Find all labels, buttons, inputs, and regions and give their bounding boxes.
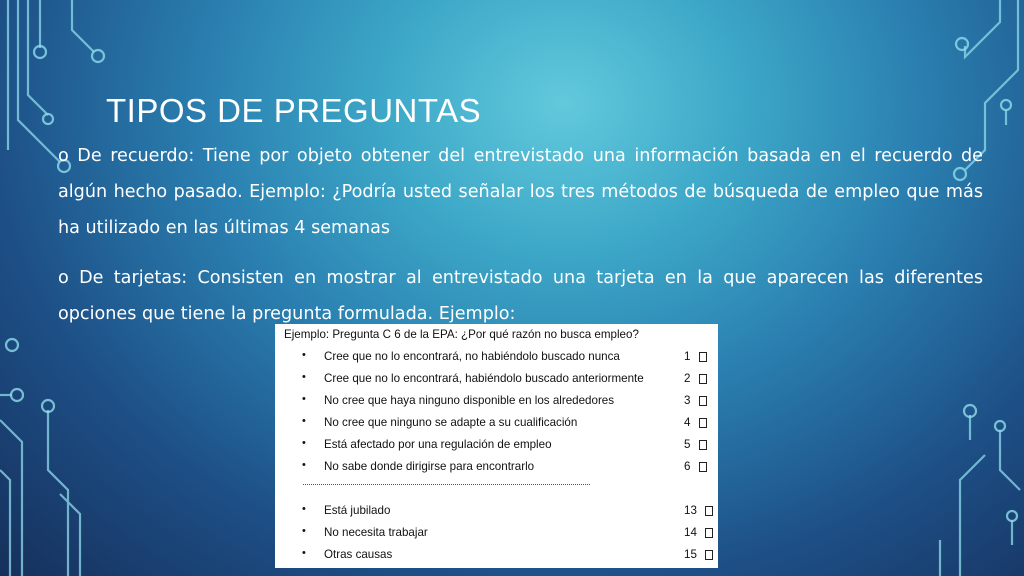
- checkbox-icon: [699, 352, 707, 362]
- option-label: Está afectado por una regulación de empleo: [324, 438, 552, 451]
- paragraph-tarjetas: o De tarjetas: Consisten en mostrar al entrevistado una tarjeta en la que aparecen las diferentes opciones que tiene la pregunta formulada. Ejemplo:: [58, 268, 983, 324]
- option-row: [275, 523, 718, 545]
- option-code: 5: [684, 438, 691, 451]
- option-code: 13: [684, 504, 697, 517]
- option-label: Cree que no lo encontrará, no habiéndolo buscado nunca: [324, 350, 620, 363]
- option-code: 2: [684, 372, 691, 385]
- dotted-separator: [303, 484, 590, 486]
- option-code: 3: [684, 394, 691, 407]
- option-row: [275, 369, 718, 391]
- bullet-icon: •: [302, 459, 306, 471]
- checkbox-icon: [699, 440, 707, 450]
- bullet-icon: •: [302, 525, 306, 537]
- option-label: Otras causas: [324, 548, 393, 561]
- option-row: [275, 347, 718, 369]
- option-row: [275, 457, 718, 479]
- bullet-icon: •: [302, 349, 306, 361]
- bullet-icon: •: [302, 371, 306, 383]
- bullet-icon: •: [302, 547, 306, 559]
- slide-title: TIPOS DE PREGUNTAS: [106, 92, 482, 129]
- option-row: [275, 413, 718, 435]
- option-code: 6: [684, 460, 691, 473]
- bullet-icon: •: [302, 393, 306, 405]
- bullet-icon: •: [302, 415, 306, 427]
- option-code: 1: [684, 350, 691, 363]
- example-header: Ejemplo: Pregunta C 6 de la EPA: ¿Por qué razón no busca empleo?: [284, 328, 639, 341]
- example-question-image: [275, 324, 718, 568]
- option-row: [275, 435, 718, 457]
- checkbox-icon: [699, 462, 707, 472]
- paragraph-recuerdo: o De recuerdo: Tiene por objeto obtener del entrevistado una información basada en el recuerdo de algún hecho pasado. Ejemplo: ¿Podría usted señalar los tres métodos de búsqueda de empleo que más ha utilizado en las últimas 4 semanas: [58, 146, 983, 238]
- bullet-icon: •: [302, 503, 306, 515]
- option-code: 4: [684, 416, 691, 429]
- checkbox-icon: [705, 506, 713, 516]
- checkbox-icon: [699, 374, 707, 384]
- bullet-icon: •: [302, 437, 306, 449]
- option-label: Está jubilado: [324, 504, 391, 517]
- checkbox-icon: [705, 528, 713, 538]
- option-row: [275, 391, 718, 413]
- option-label: No cree que ninguno se adapte a su cualificación: [324, 416, 578, 429]
- checkbox-icon: [699, 418, 707, 428]
- option-code: 14: [684, 526, 697, 539]
- option-label: No sabe donde dirigirse para encontrarlo: [324, 460, 535, 473]
- checkbox-icon: [699, 396, 707, 406]
- option-row: [275, 501, 718, 523]
- option-code: 15: [684, 548, 697, 561]
- option-label: No cree que haya ninguno disponible en los alrededores: [324, 394, 615, 407]
- option-row: [275, 545, 718, 567]
- checkbox-icon: [705, 550, 713, 560]
- option-label: No necesita trabajar: [324, 526, 428, 539]
- option-label: Cree que no lo encontrará, habiéndolo buscado anteriormente: [324, 372, 644, 385]
